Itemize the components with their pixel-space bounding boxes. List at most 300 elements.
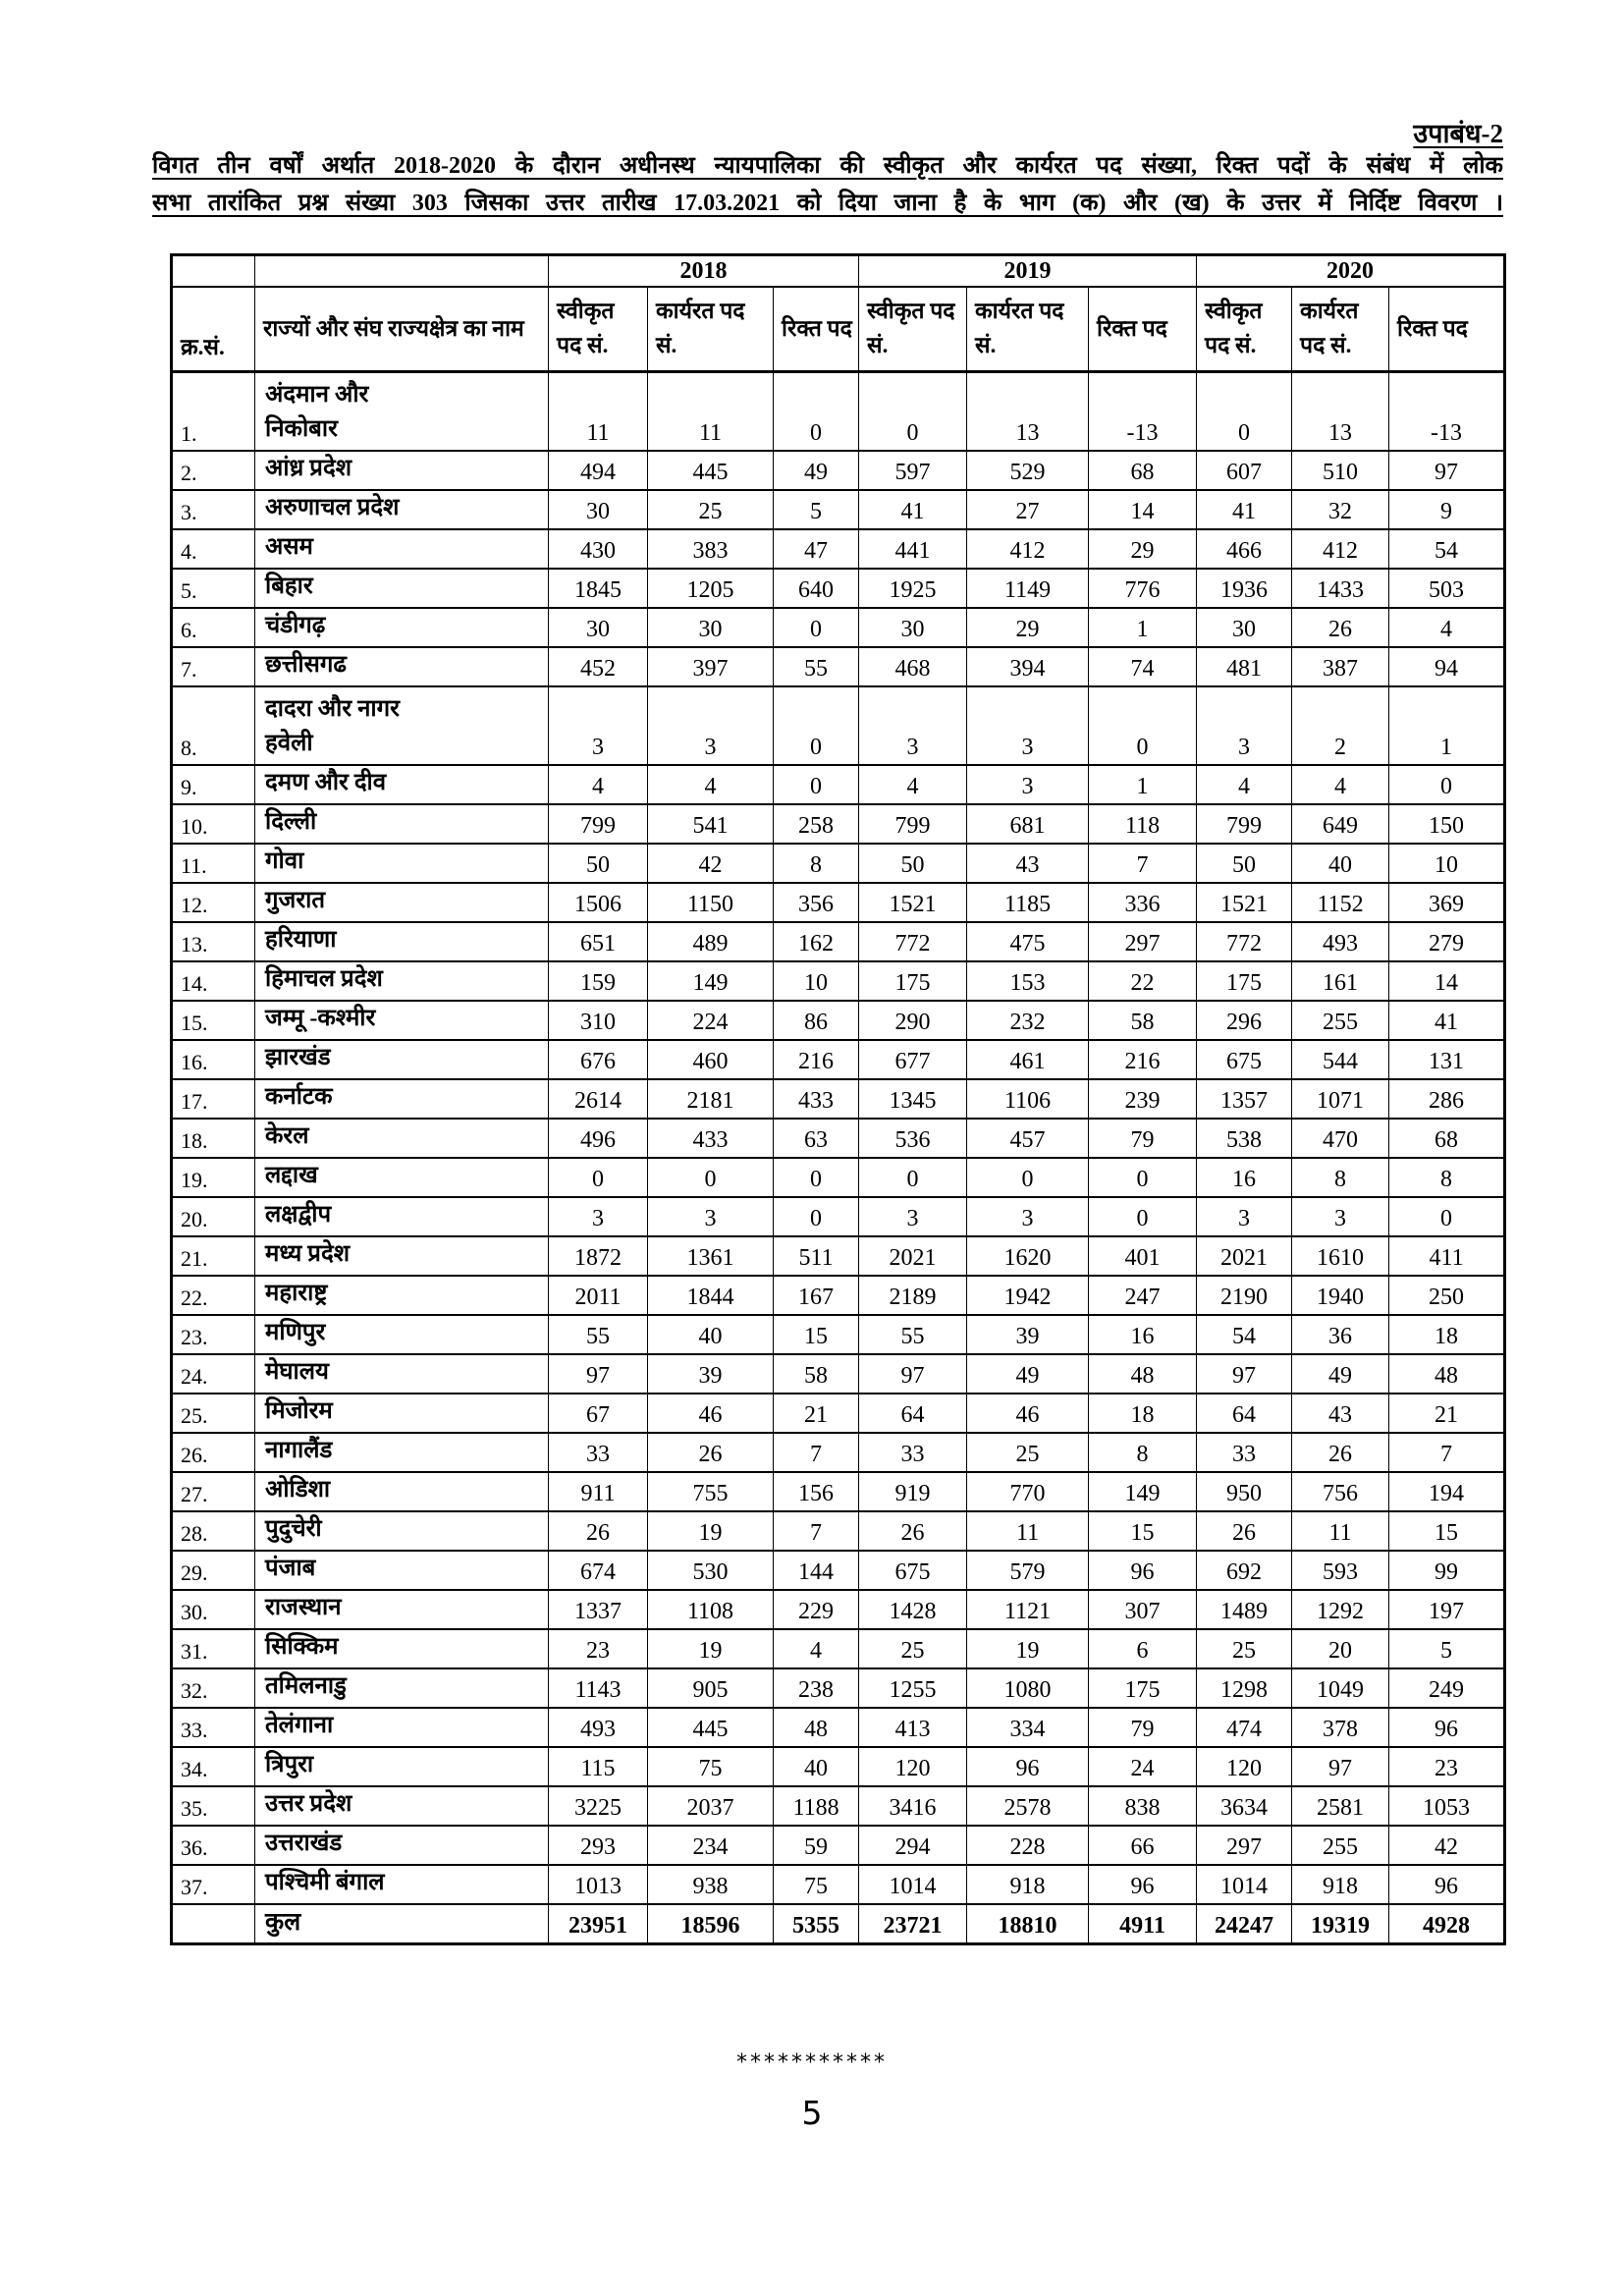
serial-cell: 28.	[172, 1511, 255, 1551]
state-name-cell	[255, 1747, 549, 1786]
value-cell: 1345	[859, 1079, 967, 1119]
value-cell: 118	[1089, 804, 1197, 844]
value-cell: 677	[859, 1040, 967, 1079]
value-cell: 59	[774, 1826, 859, 1865]
state-name-text: लद्दाख	[265, 1162, 318, 1188]
value-cell: 239	[1089, 1079, 1197, 1119]
value-cell: 3	[967, 686, 1089, 765]
state-name-cell	[255, 1119, 549, 1158]
value-cell: 43	[967, 844, 1089, 883]
value-cell: 255	[1292, 1001, 1389, 1040]
value-cell: 63	[774, 1119, 859, 1158]
state-name-cell	[255, 844, 549, 883]
value-cell: 48	[774, 1708, 859, 1747]
state-name-cell	[255, 1668, 549, 1708]
serial-cell: 17.	[172, 1079, 255, 1119]
value-cell: 19	[648, 1629, 774, 1668]
serial-cell: 20.	[172, 1197, 255, 1236]
state-name-text: सिक्किम	[265, 1633, 339, 1660]
vacant-2020-header: रिक्त पद	[1389, 287, 1505, 372]
value-cell: 30	[549, 490, 648, 529]
value-cell: 1940	[1292, 1276, 1389, 1315]
state-name-text: उत्तराखंड	[265, 1830, 343, 1856]
value-cell: 75	[774, 1865, 859, 1904]
value-cell: 1428	[859, 1590, 967, 1629]
value-cell: 433	[774, 1079, 859, 1119]
state-name-text: कर्नाटक	[265, 1083, 333, 1110]
state-name-text: महाराष्ट्र	[265, 1280, 328, 1306]
state-name-cell	[255, 765, 549, 804]
state-name-cell	[255, 804, 549, 844]
value-cell: 68	[1389, 1119, 1505, 1158]
value-cell: 4	[1389, 608, 1505, 647]
year-header-2018: 2018	[549, 255, 859, 288]
state-name-cell	[255, 961, 549, 1001]
value-cell: 776	[1089, 569, 1197, 608]
table-row	[172, 1315, 1505, 1354]
value-cell: 7	[774, 1511, 859, 1551]
value-cell: 296	[1197, 1001, 1292, 1040]
state-name-cell	[255, 1472, 549, 1511]
value-cell: 676	[549, 1040, 648, 1079]
table-row	[172, 883, 1505, 922]
value-cell: 15	[1089, 1511, 1197, 1551]
value-cell: 445	[648, 1708, 774, 1747]
state-name-cell	[255, 1394, 549, 1433]
value-cell: 16	[1197, 1158, 1292, 1197]
value-cell: 1013	[549, 1865, 648, 1904]
table-row	[172, 1158, 1505, 1197]
judicial-posts-table	[170, 253, 1506, 1945]
year-row-empty-serial	[172, 255, 255, 288]
value-cell: 8	[1292, 1158, 1389, 1197]
table-row	[172, 1472, 1505, 1511]
value-cell: 1014	[1197, 1865, 1292, 1904]
value-cell: 1845	[549, 569, 648, 608]
table-row	[172, 372, 1505, 451]
sanctioned-2020-header: स्वीकृत पद सं.	[1197, 287, 1292, 372]
value-cell: 457	[967, 1119, 1089, 1158]
value-cell: 1152	[1292, 883, 1389, 922]
table-row	[172, 1786, 1505, 1826]
value-cell: 0	[1089, 1158, 1197, 1197]
value-cell: 26	[1197, 1511, 1292, 1551]
value-cell: 307	[1089, 1590, 1197, 1629]
vacant-2018-header: रिक्त पद	[774, 287, 859, 372]
value-cell: 1337	[549, 1590, 648, 1629]
value-cell: 120	[859, 1747, 967, 1786]
value-cell: 3	[648, 1197, 774, 1236]
value-cell: 224	[648, 1001, 774, 1040]
value-cell: 0	[774, 1158, 859, 1197]
value-cell: 3416	[859, 1786, 967, 1826]
value-cell: 674	[549, 1551, 648, 1590]
serial-cell: 27.	[172, 1472, 255, 1511]
value-cell: 2011	[549, 1276, 648, 1315]
value-cell: 26	[549, 1511, 648, 1551]
table-row	[172, 1708, 1505, 1747]
value-cell: 597	[859, 451, 967, 490]
state-name-text: मणिपुर	[265, 1319, 326, 1345]
value-cell: 228	[967, 1826, 1089, 1865]
value-cell: 412	[967, 529, 1089, 569]
value-cell: 40	[1292, 844, 1389, 883]
value-cell: 238	[774, 1668, 859, 1708]
state-name-cell	[255, 1551, 549, 1590]
value-cell: 675	[1197, 1040, 1292, 1079]
value-cell: 290	[859, 1001, 967, 1040]
value-cell: 466	[1197, 529, 1292, 569]
serial-cell: 9.	[172, 765, 255, 804]
value-cell: 0	[967, 1158, 1089, 1197]
value-cell: 1844	[648, 1276, 774, 1315]
state-name-text: आंध्र प्रदेश	[265, 455, 352, 481]
value-cell: 55	[549, 1315, 648, 1354]
value-cell: 175	[1197, 961, 1292, 1001]
value-cell: 511	[774, 1236, 859, 1276]
value-cell: 23	[1389, 1747, 1505, 1786]
value-cell: 772	[1197, 922, 1292, 961]
value-cell: 1121	[967, 1590, 1089, 1629]
value-cell: 675	[859, 1551, 967, 1590]
value-cell: 13	[1292, 372, 1389, 451]
serial-cell: 36.	[172, 1826, 255, 1865]
value-cell: 162	[774, 922, 859, 961]
state-name-cell	[255, 490, 549, 529]
value-cell: 23	[549, 1629, 648, 1668]
value-cell: 30	[549, 608, 648, 647]
state-name-text: तेलंगाना	[265, 1712, 334, 1738]
value-cell: 0	[1197, 372, 1292, 451]
value-cell: 0	[1389, 765, 1505, 804]
value-cell: 334	[967, 1708, 1089, 1747]
value-cell: 5	[1389, 1629, 1505, 1668]
state-name-cell	[255, 1433, 549, 1472]
state-name-cell	[255, 1236, 549, 1276]
value-cell: 799	[1197, 804, 1292, 844]
value-cell: 26	[1292, 1433, 1389, 1472]
serial-cell: 29.	[172, 1551, 255, 1590]
value-cell: 950	[1197, 1472, 1292, 1511]
state-name-cell	[255, 1276, 549, 1315]
value-cell: 461	[967, 1040, 1089, 1079]
working-2018-header: कार्यरत पद सं.	[648, 287, 774, 372]
state-name-text: हरियाणा	[265, 926, 337, 953]
value-cell: 4	[859, 765, 967, 804]
serial-cell: 8.	[172, 686, 255, 765]
value-cell: 18	[1389, 1315, 1505, 1354]
total-label: कुल	[255, 1904, 549, 1944]
value-cell: 2021	[1197, 1236, 1292, 1276]
value-cell: 279	[1389, 922, 1505, 961]
value-cell: 369	[1389, 883, 1505, 922]
serial-cell: 6.	[172, 608, 255, 647]
working-2020-header: कार्यरत पद सं.	[1292, 287, 1389, 372]
value-cell: 25	[859, 1629, 967, 1668]
value-cell: 3	[549, 1197, 648, 1236]
serial-cell: 1.	[172, 372, 255, 451]
value-cell: 918	[1292, 1865, 1389, 1904]
value-cell: 26	[1292, 608, 1389, 647]
state-name-cell	[255, 1315, 549, 1354]
value-cell: 99	[1389, 1551, 1505, 1590]
value-cell: 2189	[859, 1276, 967, 1315]
value-cell: 54	[1389, 529, 1505, 569]
value-cell: 216	[1089, 1040, 1197, 1079]
state-name-text: असम	[265, 533, 313, 560]
value-cell: 43	[1292, 1394, 1389, 1433]
value-cell: 433	[648, 1119, 774, 1158]
value-cell: 286	[1389, 1079, 1505, 1119]
table-row	[172, 1079, 1505, 1119]
table-row	[172, 1826, 1505, 1865]
value-cell: 175	[1089, 1668, 1197, 1708]
value-cell: 1521	[859, 883, 967, 922]
value-cell: 1	[1089, 608, 1197, 647]
value-cell: 3634	[1197, 1786, 1292, 1826]
serial-cell: 7.	[172, 647, 255, 686]
table-row	[172, 1354, 1505, 1394]
value-cell: 27	[967, 490, 1089, 529]
value-cell: 0	[774, 608, 859, 647]
value-cell: 2581	[1292, 1786, 1389, 1826]
value-cell: 149	[1089, 1472, 1197, 1511]
value-cell: 1188	[774, 1786, 859, 1826]
serial-cell: 26.	[172, 1433, 255, 1472]
value-cell: 5	[774, 490, 859, 529]
state-name-text: ओडिशा	[265, 1476, 331, 1503]
value-cell: 475	[967, 922, 1089, 961]
serial-cell: 15.	[172, 1001, 255, 1040]
value-cell: 10	[774, 961, 859, 1001]
value-cell: 0	[774, 686, 859, 765]
table-row	[172, 1511, 1505, 1551]
value-cell: 356	[774, 883, 859, 922]
value-cell: 1014	[859, 1865, 967, 1904]
value-cell: 3	[648, 686, 774, 765]
state-name-cell	[255, 1629, 549, 1668]
value-cell: 42	[648, 844, 774, 883]
value-cell: 15	[1389, 1511, 1505, 1551]
state-name-text: चंडीगढ़	[265, 612, 326, 638]
value-cell: 49	[967, 1354, 1089, 1394]
value-cell: 474	[1197, 1708, 1292, 1747]
state-name-cell	[255, 922, 549, 961]
state-name-cell	[255, 529, 549, 569]
value-cell: 1925	[859, 569, 967, 608]
value-cell: 40	[648, 1315, 774, 1354]
value-cell: 911	[549, 1472, 648, 1511]
table-row	[172, 529, 1505, 569]
value-cell: 86	[774, 1001, 859, 1040]
value-cell: 607	[1197, 451, 1292, 490]
value-cell: 46	[967, 1394, 1089, 1433]
state-name-cell	[255, 1040, 549, 1079]
value-cell: 50	[1197, 844, 1292, 883]
value-cell: 11	[1292, 1511, 1389, 1551]
value-cell: 2190	[1197, 1276, 1292, 1315]
value-cell: 799	[549, 804, 648, 844]
state-name-text: राजस्थान	[265, 1594, 342, 1620]
value-cell: 1610	[1292, 1236, 1389, 1276]
value-cell: 7	[1089, 844, 1197, 883]
value-cell: 3	[967, 1197, 1089, 1236]
annex-label: उपाबंध-2	[1413, 119, 1503, 148]
serial-cell: 30.	[172, 1590, 255, 1629]
value-cell: 131	[1389, 1040, 1505, 1079]
value-cell: 175	[859, 961, 967, 1001]
value-cell: 430	[549, 529, 648, 569]
serial-cell: 35.	[172, 1786, 255, 1826]
state-name-text: पंजाब	[265, 1555, 316, 1581]
value-cell: 1942	[967, 1276, 1089, 1315]
serial-cell: 18.	[172, 1119, 255, 1158]
state-name-text: दादरा और नागर हवेली	[265, 695, 400, 756]
table-row	[172, 1119, 1505, 1158]
value-cell: 41	[859, 490, 967, 529]
value-cell: 3	[1197, 686, 1292, 765]
value-cell: 2	[1292, 686, 1389, 765]
state-name-text: बिहार	[265, 573, 313, 599]
value-cell: 21	[1389, 1394, 1505, 1433]
value-cell: 383	[648, 529, 774, 569]
table-row	[172, 1236, 1505, 1276]
value-cell: 1255	[859, 1668, 967, 1708]
value-cell: 4	[1292, 765, 1389, 804]
value-cell: 11	[648, 372, 774, 451]
value-cell: 58	[1089, 1001, 1197, 1040]
table-row	[172, 1394, 1505, 1433]
serial-cell: 12.	[172, 883, 255, 922]
state-name-cell	[255, 608, 549, 647]
value-cell: 30	[1197, 608, 1292, 647]
value-cell: 3	[549, 686, 648, 765]
value-cell: 2037	[648, 1786, 774, 1826]
value-cell: 297	[1197, 1826, 1292, 1865]
value-cell: 13	[967, 372, 1089, 451]
state-name-text: हिमाचल प्रदेश	[265, 965, 383, 992]
table-row	[172, 804, 1505, 844]
state-name-text: दिल्ली	[265, 808, 317, 835]
value-cell: 41	[1197, 490, 1292, 529]
value-cell: 838	[1089, 1786, 1197, 1826]
value-cell: 33	[1197, 1433, 1292, 1472]
state-name-text: झारखंड	[265, 1044, 331, 1070]
serial-cell: 4.	[172, 529, 255, 569]
value-cell: 2578	[967, 1786, 1089, 1826]
value-cell: 1936	[1197, 569, 1292, 608]
value-cell: 1053	[1389, 1786, 1505, 1826]
value-cell: 3	[1292, 1197, 1389, 1236]
value-cell: 441	[859, 529, 967, 569]
value-cell: 1108	[648, 1590, 774, 1629]
state-name-cell	[255, 1826, 549, 1865]
value-cell: 29	[967, 608, 1089, 647]
value-cell: 18	[1089, 1394, 1197, 1433]
value-cell: 1149	[967, 569, 1089, 608]
value-cell: 115	[549, 1747, 648, 1786]
value-cell: 651	[549, 922, 648, 961]
state-name-text: लक्षद्वीप	[265, 1201, 332, 1228]
value-cell: 96	[967, 1747, 1089, 1786]
value-cell: 0	[1089, 1197, 1197, 1236]
value-cell: 496	[549, 1119, 648, 1158]
value-cell: 94	[1389, 647, 1505, 686]
state-name-cell	[255, 1511, 549, 1551]
value-cell: 0	[774, 372, 859, 451]
value-cell: 11	[549, 372, 648, 451]
value-cell: 397	[648, 647, 774, 686]
serial-cell: 24.	[172, 1354, 255, 1394]
value-cell: 770	[967, 1472, 1089, 1511]
value-cell: 26	[648, 1433, 774, 1472]
value-cell: 681	[967, 804, 1089, 844]
value-cell: 593	[1292, 1551, 1389, 1590]
value-cell: 8	[1089, 1433, 1197, 1472]
value-cell: 544	[1292, 1040, 1389, 1079]
total-value-cell: 5355	[774, 1904, 859, 1944]
state-name-text: अरुणाचल प्रदेश	[265, 494, 400, 520]
table-row	[172, 451, 1505, 490]
value-cell: 8	[1389, 1158, 1505, 1197]
value-cell: 1521	[1197, 883, 1292, 922]
value-cell: 79	[1089, 1119, 1197, 1158]
value-cell: 1506	[549, 883, 648, 922]
column-header-row	[172, 287, 1505, 372]
state-name-text: नागालैंड	[265, 1437, 333, 1463]
value-cell: 411	[1389, 1236, 1505, 1276]
value-cell: 1080	[967, 1668, 1089, 1708]
working-2019-header: कार्यरत पद सं.	[967, 287, 1089, 372]
value-cell: 75	[648, 1747, 774, 1786]
page-number: 5	[801, 2094, 823, 2132]
value-cell: 541	[648, 804, 774, 844]
serial-cell: 34.	[172, 1747, 255, 1786]
serial-cell: 25.	[172, 1394, 255, 1433]
value-cell: 387	[1292, 647, 1389, 686]
state-name-cell	[255, 1708, 549, 1747]
value-cell: 49	[1292, 1354, 1389, 1394]
value-cell: 0	[549, 1158, 648, 1197]
value-cell: 538	[1197, 1119, 1292, 1158]
table-row	[172, 608, 1505, 647]
value-cell: 64	[859, 1394, 967, 1433]
value-cell: 149	[648, 961, 774, 1001]
value-cell: 4	[648, 765, 774, 804]
value-cell: 3	[859, 686, 967, 765]
state-name-cell	[255, 1197, 549, 1236]
value-cell: 24	[1089, 1747, 1197, 1786]
value-cell: 229	[774, 1590, 859, 1629]
value-cell: 530	[648, 1551, 774, 1590]
state-name-text: गोवा	[265, 847, 304, 874]
value-cell: 1071	[1292, 1079, 1389, 1119]
serial-cell: 10.	[172, 804, 255, 844]
value-cell: 1872	[549, 1236, 648, 1276]
value-cell: 96	[1089, 1551, 1197, 1590]
serial-cell: 21.	[172, 1236, 255, 1276]
table-row	[172, 490, 1505, 529]
value-cell: 14	[1389, 961, 1505, 1001]
value-cell: 9	[1389, 490, 1505, 529]
value-cell: 48	[1089, 1354, 1197, 1394]
table-row	[172, 1629, 1505, 1668]
value-cell: 15	[774, 1315, 859, 1354]
value-cell: 11	[967, 1511, 1089, 1551]
value-cell: 32	[1292, 490, 1389, 529]
value-cell: 250	[1389, 1276, 1505, 1315]
value-cell: 47	[774, 529, 859, 569]
